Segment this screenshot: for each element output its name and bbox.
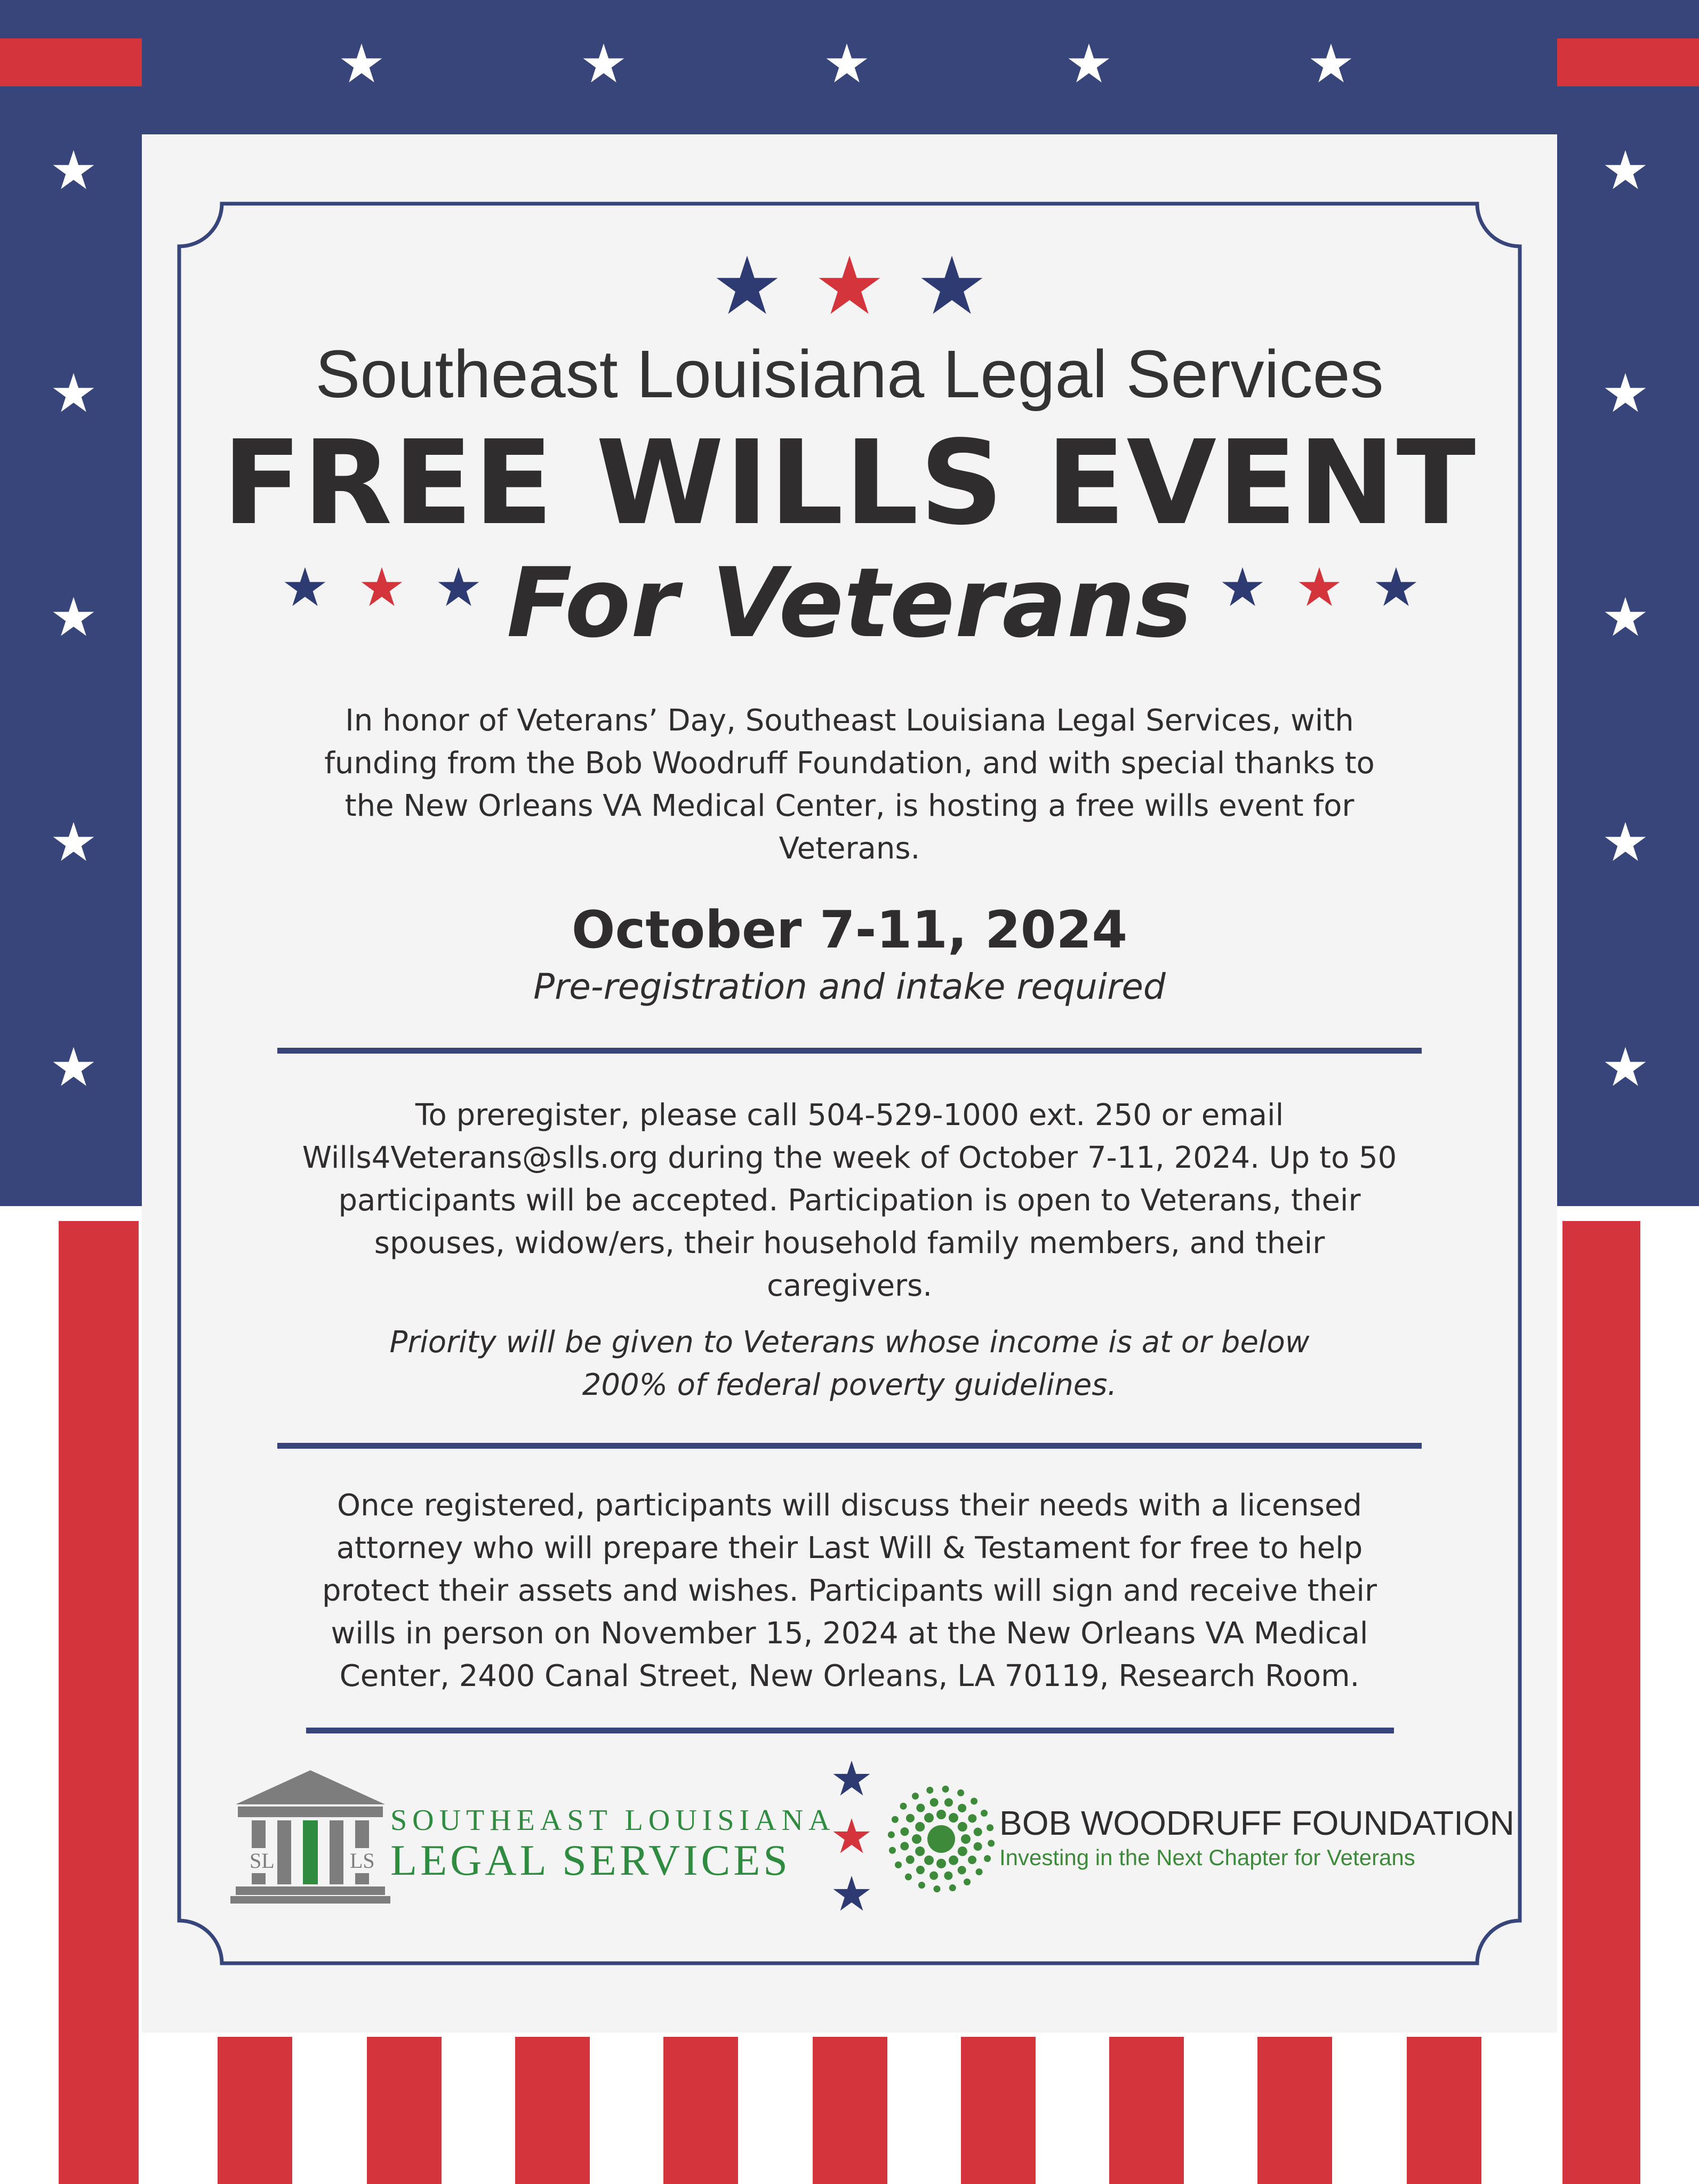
event-date: October 7-11, 2024 xyxy=(571,900,1128,960)
flag-stripe xyxy=(1257,2037,1332,2184)
flag-stripe xyxy=(218,2037,292,2184)
star-icon: ★ xyxy=(813,240,886,333)
star-icon: ★ xyxy=(1601,1036,1649,1098)
star-icon: ★ xyxy=(1601,811,1649,873)
event-title: FREE WILLS EVENT xyxy=(222,416,1477,551)
star-icon: ★ xyxy=(50,139,98,202)
bwf-name: BOB WOODRUFF FOUNDATION xyxy=(999,1804,1514,1842)
star-icon: ★ xyxy=(50,1036,98,1098)
courthouse-icon xyxy=(230,1766,390,1905)
star-icon: ★ xyxy=(435,556,483,619)
divider xyxy=(306,1728,1394,1733)
star-icon: ★ xyxy=(830,1866,873,1922)
flag-stripe xyxy=(367,2037,442,2184)
flag-stripe xyxy=(813,2037,887,2184)
flag-stripe xyxy=(1562,1221,1640,2184)
star-icon: ★ xyxy=(1601,586,1649,648)
flag-stripe xyxy=(1109,2037,1184,2184)
priority-note: Priority will be given to Veterans whose income is at or below 200% of federal poverty guidelines. xyxy=(389,1325,1310,1402)
star-icon: ★ xyxy=(1307,33,1355,95)
top-left-red-bar xyxy=(0,38,142,86)
event-subtitle: For Veterans xyxy=(506,548,1192,659)
star-icon: ★ xyxy=(711,240,783,333)
star-icon: ★ xyxy=(1219,556,1267,619)
star-icon: ★ xyxy=(830,1751,873,1807)
flyer-card xyxy=(142,134,1557,2033)
slls-logo-line2: LEGAL SERVICES xyxy=(390,1836,791,1884)
flag-stripe xyxy=(59,1221,139,2184)
organization-name: Southeast Louisiana Legal Services xyxy=(315,336,1384,412)
slls-logo-line1: SOUTHEAST LOUISIANA xyxy=(390,1804,836,1837)
flag-stripe xyxy=(1407,2037,1481,2184)
slls-mark-right: LS xyxy=(350,1849,375,1873)
divider xyxy=(277,1443,1422,1449)
star-icon: ★ xyxy=(1065,33,1113,95)
star-icon: ★ xyxy=(50,362,98,424)
top-right-red-bar xyxy=(1557,38,1699,86)
star-icon: ★ xyxy=(338,33,386,95)
star-icon: ★ xyxy=(1601,139,1649,202)
dot-burst-icon xyxy=(885,1783,997,1895)
slls-mark-left: SL xyxy=(250,1849,275,1873)
star-icon: ★ xyxy=(281,556,329,619)
star-icon: ★ xyxy=(830,1809,873,1865)
intro-paragraph: In honor of Veterans’ Day, Southeast Louisiana Legal Services, with funding from the Bob Woodruff Foundation, and with special thanks to the New Orleans VA Medical Center, is hosting a free wills event for Veterans. xyxy=(324,703,1375,866)
details-paragraph: Once registered, participants will discuss their needs with a licensed attorney who will prepare their Last Will & Testament for free to help protect their assets and wishes. Participants will sign and receive their wills in person on November 15, 2024 at the New Orleans VA Medical Center, 2400 Canal Street, New Orleans, LA 70119, Research Room. xyxy=(322,1488,1377,1693)
divider xyxy=(277,1048,1422,1054)
flag-stripe xyxy=(961,2037,1036,2184)
star-icon: ★ xyxy=(50,811,98,873)
flag-stripe xyxy=(663,2037,738,2184)
flag-stripe xyxy=(515,2037,590,2184)
star-icon: ★ xyxy=(50,586,98,648)
bwf-tagline: Investing in the Next Chapter for Veterans xyxy=(999,1845,1415,1870)
star-icon: ★ xyxy=(358,556,406,619)
star-icon: ★ xyxy=(823,33,871,95)
event-note: Pre-registration and intake required xyxy=(533,966,1166,1007)
star-icon: ★ xyxy=(1372,556,1420,619)
star-icon: ★ xyxy=(1601,362,1649,424)
star-icon: ★ xyxy=(580,33,628,95)
star-icon: ★ xyxy=(916,240,988,333)
registration-paragraph: To preregister, please call 504-529-1000 ext. 250 or email Wills4Veterans@slls.org during the week of October 7-11, 2024. Up to 50 participants will be accepted. Participation is open to Veterans, their spouses, widow/ers, their household family members, and their caregivers. xyxy=(302,1098,1397,1303)
star-icon: ★ xyxy=(1295,556,1343,619)
